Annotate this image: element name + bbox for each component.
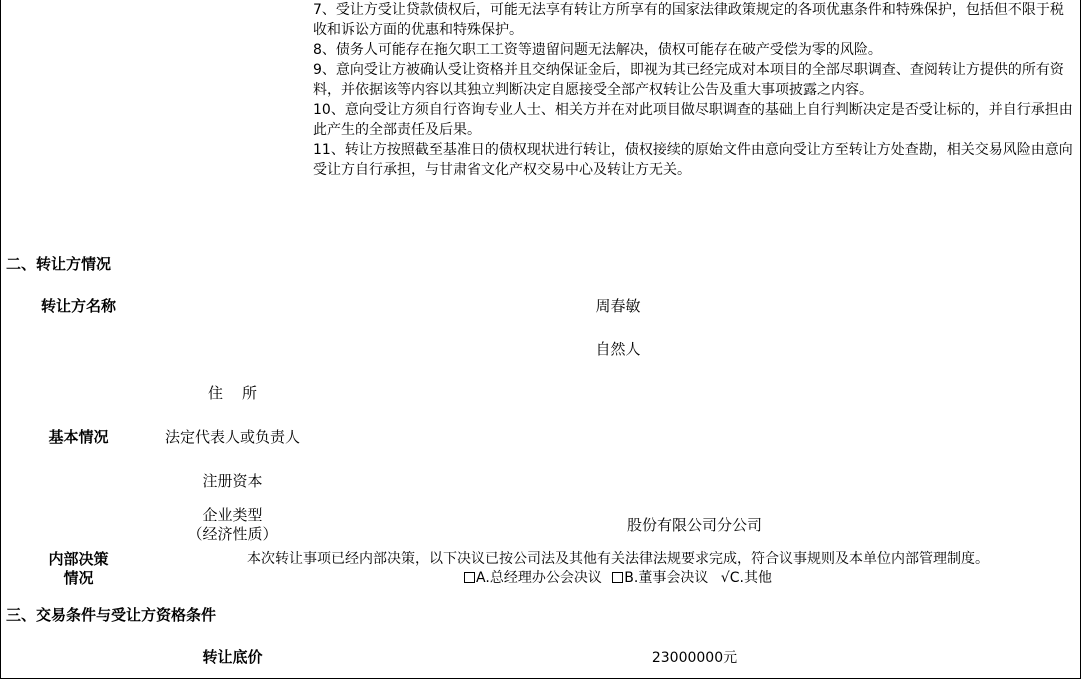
note-7: 7、受让方受让贷款债权后，可能无法享有转让方所享有的国家法律政策规定的各项优惠条件和特殊保护，包括但不限于税收和诉讼方面的优惠和特殊保护。 [313,2,1064,38]
transferor-name-label: 转让方名称 [0,284,157,327]
checkbox-c-checked[interactable]: √ [720,569,730,586]
option-b: B.董事会决议 [624,569,709,586]
option-a: A.总经理办公会决议 [476,569,602,586]
checkbox-a[interactable] [464,572,475,583]
section3-title: 三、交易条件与受让方资格条件 [6,606,217,624]
price-left-cell [0,635,157,679]
decision-label-line1: 内部决策 [48,549,109,568]
address-label: 住 所 [156,371,310,415]
decision-label-line2: 情况 [63,568,94,587]
note-9: 9、意向受让方被确认受让资格并且交纳保证金后，即视为其已经完成对本项目的全部尽职调查、查阅转让方提供的所有资料，并依据该等内容以其独立判断决定自愿接受全部产权转让公告及重大事项披露之内容。 [313,62,1064,98]
risk-notes [313,0,1075,180]
option-c: C.其他 [729,569,772,586]
legal-rep-value [309,414,1081,460]
section2-title: 二、转让方情况 [6,255,112,273]
capital-value [309,459,1081,503]
price-label: 转让底价 [156,635,310,679]
price-value: 23000000元 [309,635,1081,679]
note-11: 11、转让方按照截至基准日的债权现状进行转让，债权接续的原始文件由意向受让方至转让方处查勘，相关交易风险由意向受让方自行承担，与甘肃省文化产权交易中心及转让方无关。 [313,142,1073,178]
decision-text: 本次转让事项已经内部决策，以下决议已按公司法及其他有关法律法规要求完成，符合议事规则及本单位内部管理制度。 [247,550,989,567]
legal-rep-label: 法定代表人或负责人 [156,414,310,460]
transferor-name-value: 周春敏 [156,284,1081,327]
capital-label: 注册资本 [156,459,310,503]
decision-label [0,547,157,591]
note-8: 8、债务人可能存在拖欠职工工资等遗留问题无法解决，债权可能存在破产受偿为零的风险。 [313,42,882,58]
note-10: 10、意向受让方须自行咨询专业人士、相关方并在对此项目做尽职调查的基础上自行判断决定是否受让标的，并自行承担由此产生的全部责任及后果。 [313,102,1073,138]
enterprise-type-value: 股份有限公司分公司 [309,502,1081,548]
enterprise-type-label-line1: 企业类型 [202,505,263,524]
notes-mid-cell [156,0,310,240]
entity-type-value: 自然人 [156,326,1081,372]
decision-options [464,569,772,588]
checkbox-b[interactable] [612,572,623,583]
basic-info-label: 基本情况 [0,326,157,548]
section2-header-cell [0,239,1081,285]
address-value [309,371,1081,415]
enterprise-type-label [156,502,310,548]
enterprise-type-label-line2: （经济性质） [187,524,278,543]
notes-left-cell [0,0,157,240]
decision-content [156,547,1081,591]
